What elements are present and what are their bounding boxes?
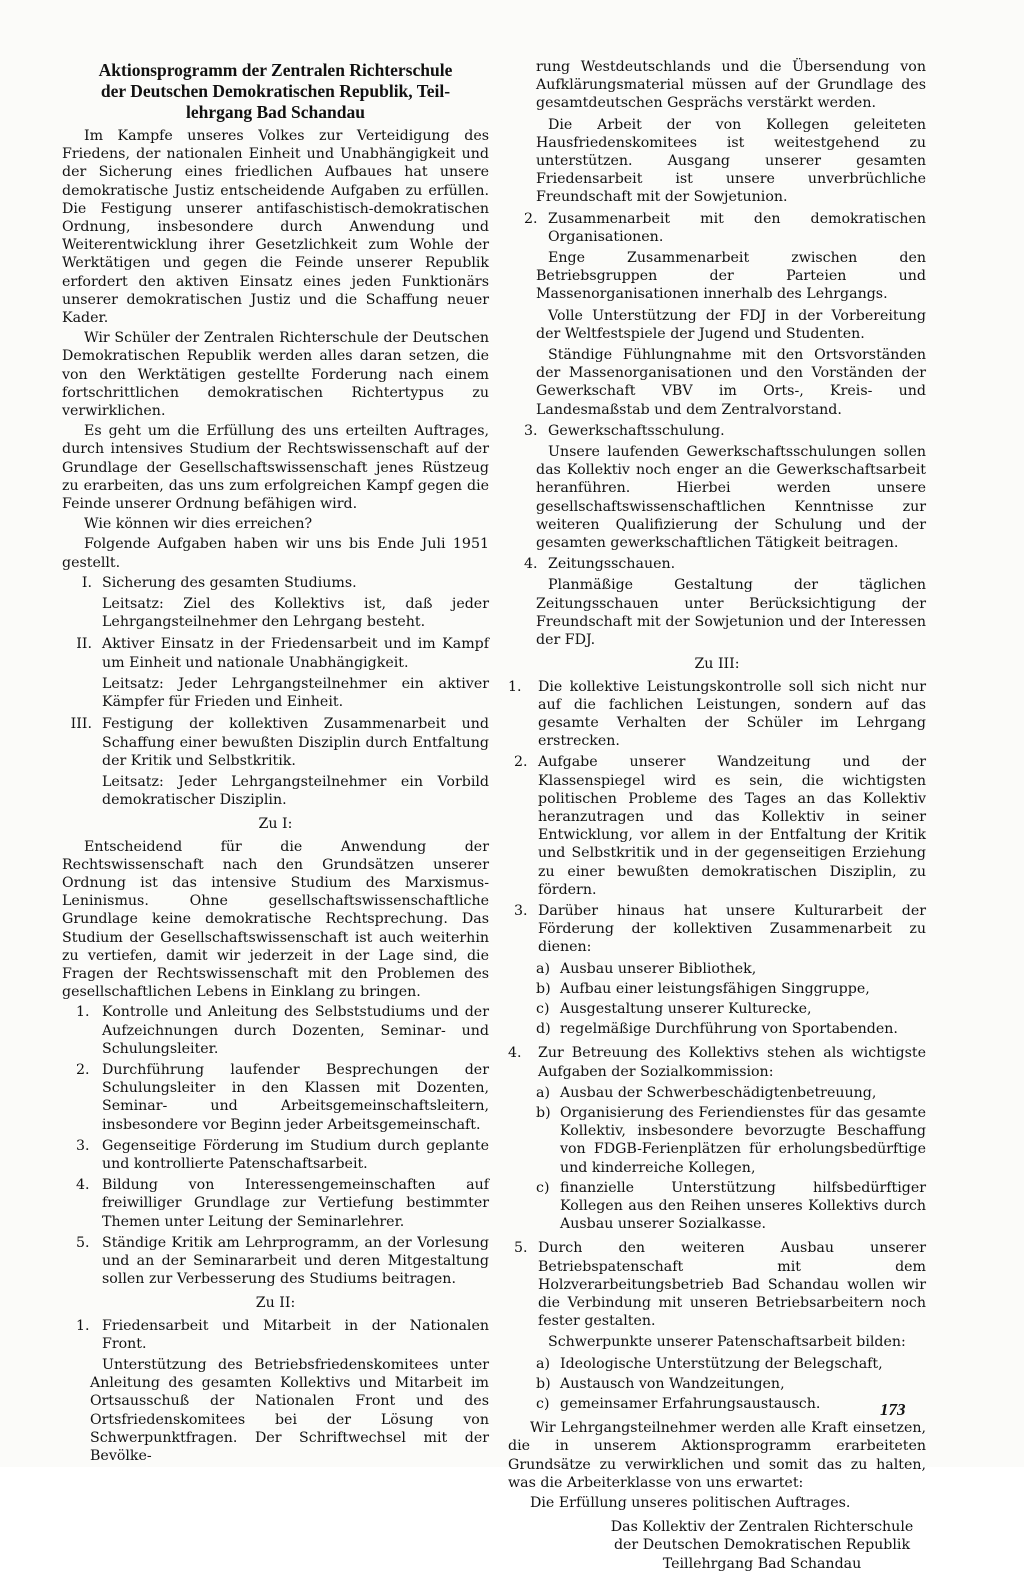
item-text: Ständige Kritik am Lehrprogramm, an der Vorlesung und an der Seminararbeit und deren Mitgestaltung sollen zur Verbesserung des Studiums beitragen.	[102, 1234, 489, 1288]
sub-item-letter: b)	[536, 1104, 551, 1121]
item-number: 2.	[514, 754, 528, 771]
sub-item	[508, 1084, 926, 1102]
roman-number: I.	[81, 574, 92, 591]
leitsatz: Leitsatz: Jeder Lehrgangsteilnehmer ein aktiver Kämpfer für Frieden und Einheit.	[102, 675, 489, 711]
list-item	[508, 210, 926, 246]
list-item	[62, 1137, 489, 1173]
item-number: 4.	[524, 556, 538, 573]
item-number: 2.	[76, 1061, 90, 1078]
item-number: 3.	[76, 1137, 90, 1154]
sub-item	[508, 1395, 926, 1413]
roman-item	[62, 574, 489, 592]
item-text: Gewerkschaftsschulung.	[548, 422, 725, 439]
item3-paragraph: Unsere laufenden Gewerkschaftsschulungen sollen das Kollektiv noch enger an die Gewerkschaftsarbeit heranführen. Hierbei werden unsere gesellschaftswissenschaftlichen Kenntnisse zur weiteren Qualifizierung der Schulung und der gesamten gewerkschaftlichen Tätigkeit beitragen.	[536, 444, 926, 552]
continued-paragraph: Die Arbeit der von Kollegen geleiteten Hausfriedenskomitees ist weitestgehend zu unterstützen. Ausgang unserer gesamten Friedensarbeit ist unsere unverbrüchliche Freundschaft mit der Sowjetunion.	[536, 116, 926, 206]
item-number: 4.	[508, 1045, 522, 1062]
list-item	[508, 1239, 926, 1330]
item-text: Zur Betreuung des Kollektivs stehen als wichtigste Aufgaben der Sozialkommission:	[538, 1045, 926, 1080]
sub-item	[508, 1020, 926, 1038]
item-text: Zusammenarbeit mit den demokratischen Organisationen.	[548, 210, 926, 245]
roman-item	[62, 715, 489, 770]
item5-paragraph: Schwerpunkte unserer Patenschaftsarbeit bilden:	[548, 1334, 906, 1351]
signature-line: Teillehrgang Bad Schandau	[662, 1555, 862, 1572]
item2-paragraph: Enge Zusammenarbeit zwischen den Betriebsgruppen der Parteien und Massenorganisationen innerhalb des Lehrgangs.	[536, 250, 926, 303]
title-line-2: der Deutschen Demokratischen Republik, Teil-	[100, 81, 451, 101]
document-title	[62, 60, 489, 123]
sub-item-text: Ausbau unserer Bibliothek,	[560, 960, 757, 977]
sub-item	[508, 980, 926, 998]
sub-item-text: regelmäßige Durchführung von Sportabenden.	[560, 1021, 898, 1038]
item-text: Darüber hinaus hat unsere Kulturarbeit der Förderung der kollektiven Zusammenarbeit zu dienen:	[538, 902, 926, 956]
sub-item-letter: a)	[536, 1355, 550, 1372]
sub-item	[508, 960, 926, 978]
sub-item-text: Organisierung des Feriendienstes für das gesamte Kollektiv, insbesondere bevorzugte Beschaffung von FDGB-Ferienplätzen für erholungsbedürftige und kinderreiche Kollegen,	[560, 1104, 926, 1176]
list-item	[62, 1003, 489, 1058]
right-column	[508, 58, 926, 1573]
item-text: Gegenseitige Förderung im Studium durch geplante und kontrollierte Patenschaftsarbeit.	[102, 1137, 489, 1172]
intro-paragraph: Es geht um die Erfüllung des uns erteilten Auftrages, durch intensives Studium der Rechtswissenschaft auf der Grundlage der Gesellschaftswissenschaft jenes Rüstzeug zu erarbeiten, das uns zum erfolgreichen Kampf gegen die Feinde unserer Ordnung befähigen wird.	[62, 423, 489, 513]
roman-text: Festigung der kollektiven Zusammenarbeit und Schaffung einer bewußten Disziplin durch Entfaltung der Kritik und Selbstkritik.	[102, 716, 489, 769]
item-text: Zeitungsschauen.	[548, 556, 676, 573]
section-heading-zu-3: Zu III:	[694, 656, 740, 673]
list-item	[508, 753, 926, 899]
sub-item	[508, 1179, 926, 1234]
sub-item-text: Ideologische Unterstützung der Belegschaft,	[560, 1355, 883, 1372]
item-text: Friedensarbeit und Mitarbeit in der Nationalen Front.	[102, 1317, 489, 1352]
list-item	[508, 1044, 926, 1080]
item-number: 5.	[514, 1240, 528, 1257]
item-number: 1.	[76, 1004, 90, 1021]
left-column	[62, 58, 489, 1468]
list-item	[508, 902, 926, 957]
section-heading-zu-1: Zu I:	[258, 816, 293, 833]
item-text: Die kollektive Leistungskontrolle soll sich nicht nur auf die fachlichen Leistungen, sondern auf das gesamte Verhalten der Schüler im Lehrgang erstrecken.	[538, 678, 926, 750]
intro-paragraph: Wir Schüler der Zentralen Richterschule der Deutschen Demokratischen Republik werden alles daran setzen, die von den Werktätigen gestellte Forderung nach einem fortschrittlichen demokratischen Richtertypus zu verwirklichen.	[62, 330, 489, 420]
zu1-paragraph: Entscheidend für die Anwendung der Rechtswissenschaft nach den Grundsätzen unserer Ordnung ist das intensive Studium des Marxismus-Leninismus. Ohne gesellschaftswissenschaftliche Grundlage keine demokratische Rechtsprechung. Das Studium der Gesellschaftswissenschaft ist auch weiterhin zu vertiefen, damit wir jederzeit in der Lage sind, die Fragen der Rechtswissenschaft mit den Problemen des gesellschaftlichen Lebens in Einklang zu bringen.	[62, 838, 489, 1001]
sub-item-text: gemeinsamer Erfahrungsaustausch.	[560, 1396, 821, 1413]
sub-item-letter: b)	[536, 980, 551, 997]
item-number: 4.	[76, 1177, 90, 1194]
closing-paragraph: Wir Lehrgangsteilnehmer werden alle Kraft einsetzen, die in unserem Aktionsprogramm erarbeiteten Grundsätze zu verwirklichen und somit das zu halten, was die Arbeiterklasse von uns erwartet:	[508, 1420, 926, 1491]
sub-item	[508, 1000, 926, 1018]
sub-item	[508, 1375, 926, 1393]
sub-item-letter: c)	[536, 1179, 550, 1196]
closing-statement: Die Erfüllung unseres politischen Auftrages.	[530, 1495, 851, 1512]
zu2-paragraph: Unterstützung des Betriebsfriedenskomitees unter Anleitung des gesamten Kollektivs und Mitarbeit im Ortsausschuß der Nationalen Front und des Ortsfriedenskomitees bei der Lösung von Schwerpunktfragen. Der Schriftwechsel mit der Bevölke-	[90, 1357, 489, 1465]
item-number: 3.	[524, 422, 538, 439]
leitsatz: Leitsatz: Ziel des Kollektivs ist, daß jeder Lehrgangsteilnehmer den Lehrgang besteht.	[102, 596, 489, 631]
list-item	[508, 422, 926, 440]
title-line-1: Aktionsprogramm der Zentralen Richterschule	[98, 60, 453, 80]
leitsatz: Leitsatz: Jeder Lehrgangsteilnehmer ein Vorbild demokratischer Disziplin.	[102, 773, 489, 809]
item-number: 1.	[508, 678, 522, 695]
item-number: 3.	[514, 902, 528, 919]
sub-item-text: Ausbau der Schwerbeschädigtenbetreuung,	[560, 1084, 877, 1101]
item4-paragraph: Planmäßige Gestaltung der täglichen Zeitungsschauen unter Berücksichtigung der Freundschaft mit der Sowjetunion und der Interessen der FDJ.	[536, 577, 926, 649]
signature-block	[598, 1518, 926, 1573]
list-item	[62, 1234, 489, 1289]
item-text: Durch den weiteren Ausbau unserer Betriebspatenschaft mit dem Holzverarbeitungsbetrieb Bad Schandau wollen wir die Verbindung mit unseren Betriebsarbeitern noch fester gestalten.	[538, 1240, 926, 1330]
roman-number: III.	[70, 716, 92, 733]
sub-item-letter: a)	[536, 1084, 550, 1101]
item-text: Bildung von Interessengemeinschaften auf freiwilliger Grundlage zur Vertiefung bestimmter Themen unter Leitung der Seminarlehrer.	[102, 1177, 489, 1230]
signature-line: Das Kollektiv der Zentralen Richterschule	[610, 1519, 914, 1536]
intro-question: Wie können wir dies erreichen?	[84, 516, 313, 533]
item2-paragraph: Volle Unterstützung der FDJ in der Vorbereitung der Weltfestspiele der Jugend und Studenten.	[536, 307, 926, 342]
item2-paragraph: Ständige Fühlungnahme mit den Ortsvorständen der Massenorganisationen und den Vorständen der Gewerkschaft VBV im Orts-, Kreis- und Landesmaßstab und dem Zentralvorstand.	[536, 347, 926, 418]
list-item	[62, 1176, 489, 1231]
sub-item-text: finanzielle Unterstützung hilfsbedürftiger Kollegen aus den Reihen unseres Kollektivs durch Ausbau unserer Sozialkasse.	[560, 1179, 926, 1233]
intro-paragraph: Im Kampfe unseres Volkes zur Verteidigung des Friedens, der nationalen Einheit und Unabhängigkeit und der Sicherung eines friedlichen Aufbaues hat unsere demokratische Justiz entscheidende Aufgaben zu erfüllen. Die Festigung unserer antifaschistisch-demokratischen Ordnung, insbesondere durch Anwendung und Weiterentwicklung ihrer Gesetzlichkeit zum Wohle der Werktätigen und gegen die Feinde unserer Republik erfordert den aktiven Einsatz eines jeden Funktionärs unserer demokratischen Justiz und die Schaffung neuer Kader.	[62, 128, 489, 327]
item-number: 2.	[524, 210, 538, 227]
item-text: Durchführung laufender Besprechungen der Schulungsleiter in den Klassen mit Dozenten, Seminar- und Arbeitsgemeinschaftsleitern, insbesondere vor Beginn jeder Arbeitsgemeinschaft.	[102, 1061, 489, 1133]
item-text: Kontrolle und Anleitung des Selbststudiums und der Aufzeichnungen durch Dozenten, Seminar- und Schulungsleiter.	[102, 1004, 489, 1057]
roman-number: II.	[76, 636, 92, 653]
list-item	[62, 1061, 489, 1134]
sub-item-letter: c)	[536, 1000, 550, 1017]
sub-item-letter: d)	[536, 1021, 551, 1038]
sub-item-letter: c)	[536, 1396, 550, 1413]
intro-paragraph: Folgende Aufgaben haben wir uns bis Ende Juli 1951 gestellt.	[62, 536, 489, 571]
section-heading-zu-2: Zu II:	[255, 1295, 296, 1312]
sub-item-text: Austausch von Wandzeitungen,	[560, 1375, 785, 1392]
signature-line: der Deutschen Demokratischen Republik	[613, 1537, 911, 1554]
roman-item	[62, 635, 489, 671]
sub-item-letter: a)	[536, 960, 550, 977]
sub-item	[508, 1355, 926, 1373]
item-number: 1.	[76, 1317, 90, 1334]
sub-item	[508, 1104, 926, 1177]
list-item	[62, 1317, 489, 1353]
continued-paragraph: rung Westdeutschlands und die Übersendung von Aufklärungsmaterial müssen auf der Grundlage des gesamtdeutschen Gesprächs verstärkt werden.	[536, 59, 926, 112]
sub-item-text: Aufbau einer leistungsfähigen Singgruppe,	[560, 980, 870, 997]
item-number: 5.	[76, 1234, 90, 1251]
page-number: 173	[880, 1400, 906, 1419]
list-item	[508, 555, 926, 573]
sub-item-text: Ausgestaltung unserer Kulturecke,	[560, 1000, 812, 1017]
list-item	[508, 678, 926, 751]
title-line-3: lehrgang Bad Schandau	[186, 102, 365, 122]
roman-text: Sicherung des gesamten Studiums.	[102, 574, 357, 591]
roman-text: Aktiver Einsatz in der Friedensarbeit und im Kampf um Einheit und nationale Unabhängigkeit.	[102, 636, 489, 671]
sub-item-letter: b)	[536, 1375, 551, 1392]
item-text: Aufgabe unserer Wandzeitung und der Klassenspiegel wird es sein, die wichtigsten politischen Probleme des Tages an das Kollektiv heranzutragen und das Kollektiv in seiner Entwicklung, vor allem in der Entfaltung der Kritik und Selbstkritik und in der gegenseitigen Erziehung zu einer bewußten demokratischen Disziplin, zu fördern.	[538, 754, 926, 898]
